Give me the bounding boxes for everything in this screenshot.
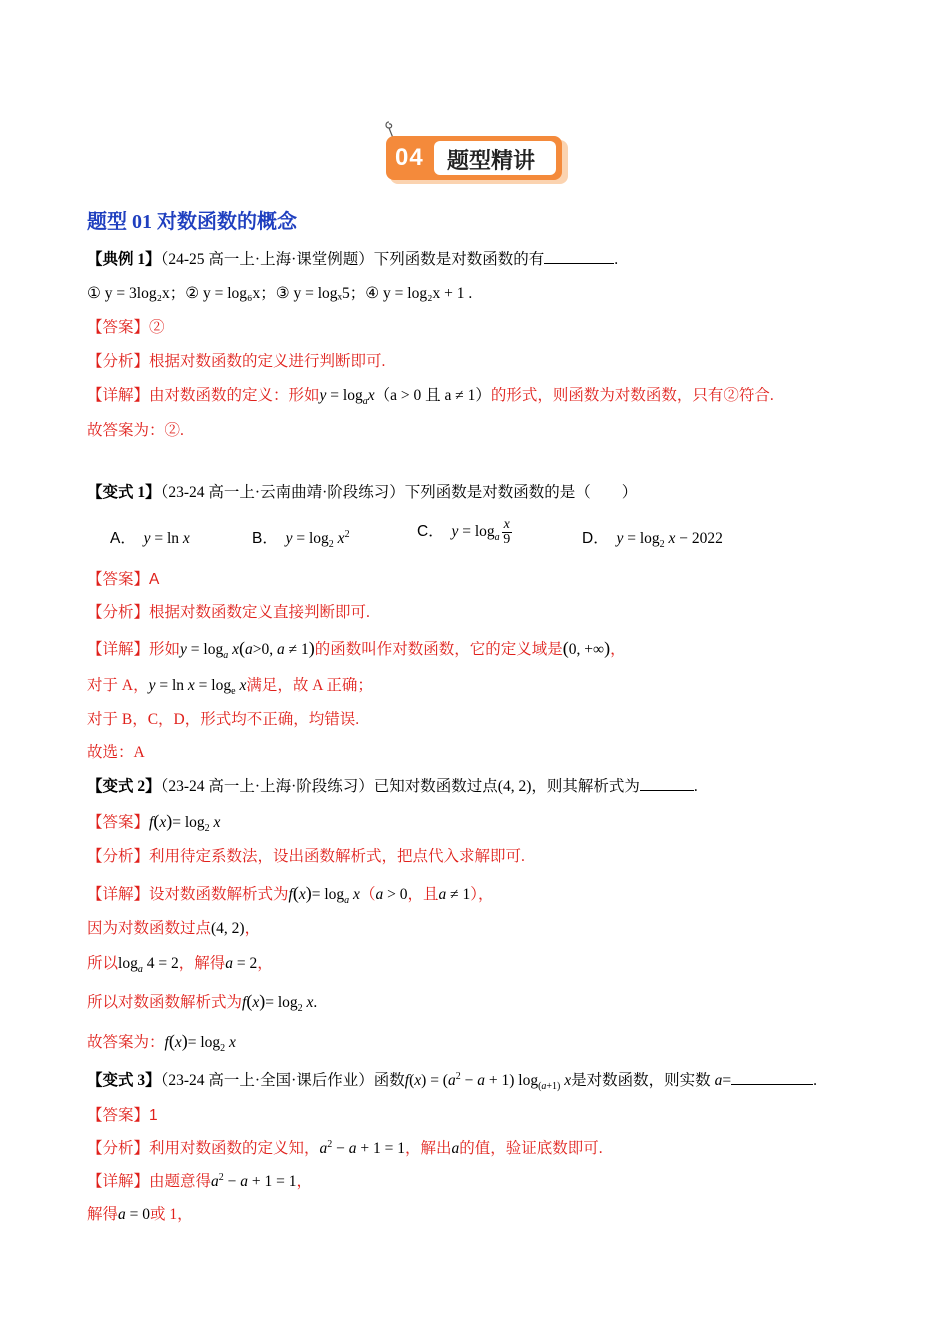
- option-label: C．: [417, 523, 444, 541]
- option-b: B． $y = \log_2 x^2$: [252, 528, 350, 551]
- variant3-answer: [87, 1106, 158, 1126]
- detail-text: （: [359, 886, 376, 903]
- variant3-tag: 【变式 3】: [87, 1072, 161, 1089]
- variant1-source: （23-24 高一上·云南曲靖·阶段练习）: [160, 484, 405, 501]
- option-a: A． y = ln x: [110, 530, 190, 547]
- option-label: D．: [582, 530, 609, 547]
- variant1-question: 下列函数是对数函数的是（ ）: [404, 484, 638, 501]
- option-d: D． $y = \log_2 x - 2022$: [582, 530, 723, 551]
- domain-formula: (0, +∞): [562, 638, 611, 658]
- analysis-text: ，解出: [405, 1140, 452, 1157]
- detail-text: 所以对数函数解析式为: [87, 994, 243, 1011]
- variant1-question-line: [87, 483, 637, 503]
- point: (4, 2): [497, 778, 532, 795]
- option-label: B．: [252, 530, 278, 547]
- variant1-tag: 【变式 1】: [87, 484, 161, 501]
- variant2-line2: 因为对数函数过点(4, 2)，: [87, 920, 261, 937]
- example1-source: （24-25 高一上·上海·课堂例题）: [160, 251, 374, 268]
- detail-text: 形如: [149, 641, 181, 658]
- answer-formula: $f(x)= \log_2 x$: [149, 811, 221, 835]
- answer-value: ②: [149, 319, 165, 336]
- answer-label: 【答案】: [87, 319, 150, 336]
- formula: $y = \log_ax$: [319, 387, 375, 408]
- variant2-analysis: [87, 847, 525, 867]
- analysis-label: 【分析】: [87, 353, 150, 370]
- header-badge: [383, 120, 569, 186]
- answer-blank: [640, 776, 694, 791]
- detail-text: 解得: [87, 1206, 119, 1223]
- formula: $f(x) = (a^2 - a + 1)$ $\log_{(a+1)} x$: [404, 1070, 572, 1093]
- formula: $y = \ln x = \log_e x$: [148, 677, 247, 698]
- example1-answer: [87, 318, 165, 338]
- example1-options: ① y = 3log₂x；② y = log₆x；③ y = logₓ5；④ y = log₂x + 1 .: [87, 285, 473, 302]
- analysis-text: 根据对数函数定义直接判断即可.: [149, 604, 370, 621]
- detail-text: ，解得: [178, 955, 226, 972]
- variant1-detail: 【详解】形如$y = \log_a x(a>0$, a ≠ 1)的函数叫作对数函数，它的定义域是(0, +∞)，: [87, 638, 626, 662]
- answer-blank: [731, 1070, 813, 1085]
- variant2-line4: 所以对数函数解析式为$f(x)= \log_2 x$.: [87, 991, 318, 1015]
- detail-text: 所以: [87, 955, 119, 972]
- variant1-conclusion: 故选：A: [87, 744, 145, 761]
- answer-label: 【答案】: [87, 814, 150, 831]
- answer-value: 1: [149, 1107, 158, 1124]
- variant3-detail: 【详解】由题意得$a^2 - a + 1 = 1$，: [87, 1171, 313, 1190]
- option-label: A．: [110, 530, 136, 547]
- detail-text: 由对数函数的定义：形如: [149, 387, 320, 404]
- analysis-text: 根据对数函数的定义进行判断即可.: [149, 353, 386, 370]
- detail-label: 【详解】: [87, 387, 150, 404]
- detail-text: 设对数函数解析式为: [149, 886, 289, 903]
- question-text: 函数: [373, 1072, 405, 1089]
- answer-value: A: [149, 571, 160, 588]
- variant3-analysis: 【分析】利用对数函数的定义知，$a^2 - a + 1 = 1$，解出a的值，验证底数即可.: [87, 1138, 603, 1157]
- badge-number: 04: [395, 144, 424, 171]
- variant2-conclusion: 故答案为：$f(x)= \log_2 x$: [87, 1031, 236, 1055]
- variant2-question-line: 【变式 2】（23-24 高一上·上海·阶段练习）已知对数函数过点(4, 2)，则其解析式为 .: [87, 778, 698, 795]
- variant1-answer: [87, 570, 159, 590]
- example1-analysis: [87, 352, 385, 372]
- detail-text: 或 1，: [150, 1206, 193, 1223]
- example1-detail: [87, 386, 774, 406]
- analysis-label: 【分析】: [87, 604, 150, 621]
- question-text: 已知对数函数过点: [373, 778, 498, 795]
- variant3-question-line: 【变式 3】（23-24 高一上·全国·课后作业）函数$f(x) = (a^2 - a + 1)$ $\log_{(a+1)} x$是对数函数，则实数 a= .: [87, 1070, 817, 1093]
- analysis-label: 【分析】: [87, 848, 150, 865]
- detail-label: 【详解】: [87, 1173, 150, 1190]
- detail-label: 【详解】: [87, 641, 150, 658]
- analysis-text: 的值，验证底数即可.: [459, 1140, 603, 1157]
- example1-conclusion: 故答案为：②.: [87, 422, 184, 439]
- analysis-text: 利用对数函数的定义知，: [149, 1140, 320, 1157]
- variant3-source: （23-24 高一上·全国·课后作业）: [160, 1072, 374, 1089]
- fraction: $\frac{x}{9}$: [503, 517, 511, 547]
- condition: （a > 0 且 a ≠ 1）: [374, 387, 491, 404]
- formula: $y = \log_a x(a>0$, a ≠ 1): [180, 638, 315, 662]
- question-text: ，则其解析式为: [531, 778, 640, 795]
- option-c: C． $y = \log_a$ $\frac{x}{9}$: [417, 517, 511, 547]
- detail-text: ），: [470, 886, 494, 903]
- detail-text: 的形式，则函数为对数函数，只有②符合.: [490, 387, 774, 404]
- example1-question: 下列函数是对数函数的有: [373, 251, 545, 268]
- example1-question-line: 【典例 1】（24-25 高一上·上海·课堂例题）下列函数是对数函数的有 .: [87, 251, 619, 268]
- question-text: 是对数函数，则实数: [571, 1072, 711, 1089]
- answer-label: 【答案】: [87, 1107, 150, 1124]
- variant2-line3: 所以$\log_a 4 = 2$，解得a = 2，: [87, 955, 273, 976]
- detail-text: 由题意得: [149, 1173, 212, 1190]
- analysis-text: 利用待定系数法，设出函数解析式，把点代入求解即可.: [149, 848, 525, 865]
- example1-tag: 【典例 1】: [87, 251, 161, 268]
- detail-text: 满足，故 A 正确；: [246, 677, 373, 694]
- variant1-line2: [87, 676, 373, 696]
- badge-title: 题型精讲: [447, 148, 536, 173]
- analysis-label: 【分析】: [87, 1140, 150, 1157]
- variant2-detail: 【详解】设对数函数解析式为$f(x)= \log_a x(a > 0$，且a ≠ 1），: [87, 883, 494, 907]
- formula: $f(x)= \log_a x$: [288, 883, 360, 907]
- detail-label: 【详解】: [87, 886, 150, 903]
- variant2-tag: 【变式 2】: [87, 778, 161, 795]
- answer-blank: [544, 249, 614, 264]
- answer-label: 【答案】: [87, 571, 150, 588]
- section-title: 题型 01 对数函数的概念: [87, 211, 297, 233]
- variant1-analysis: [87, 603, 370, 623]
- conclusion-text: 故答案为：: [87, 1034, 165, 1051]
- detail-text: 对于 A，: [87, 677, 149, 694]
- detail-text: 因为对数函数过点: [87, 920, 212, 937]
- variant1-line3: 对于 B，C，D，形式均不正确，均错误.: [87, 711, 360, 728]
- variant3-solve: 解得a = 0或 1，: [87, 1206, 193, 1223]
- detail-text: ，且: [407, 886, 439, 903]
- detail-text: 的函数叫作对数函数，它的定义域是: [314, 641, 563, 658]
- variant2-source: （23-24 高一上·上海·阶段练习）: [160, 778, 374, 795]
- variant2-answer: [87, 811, 220, 833]
